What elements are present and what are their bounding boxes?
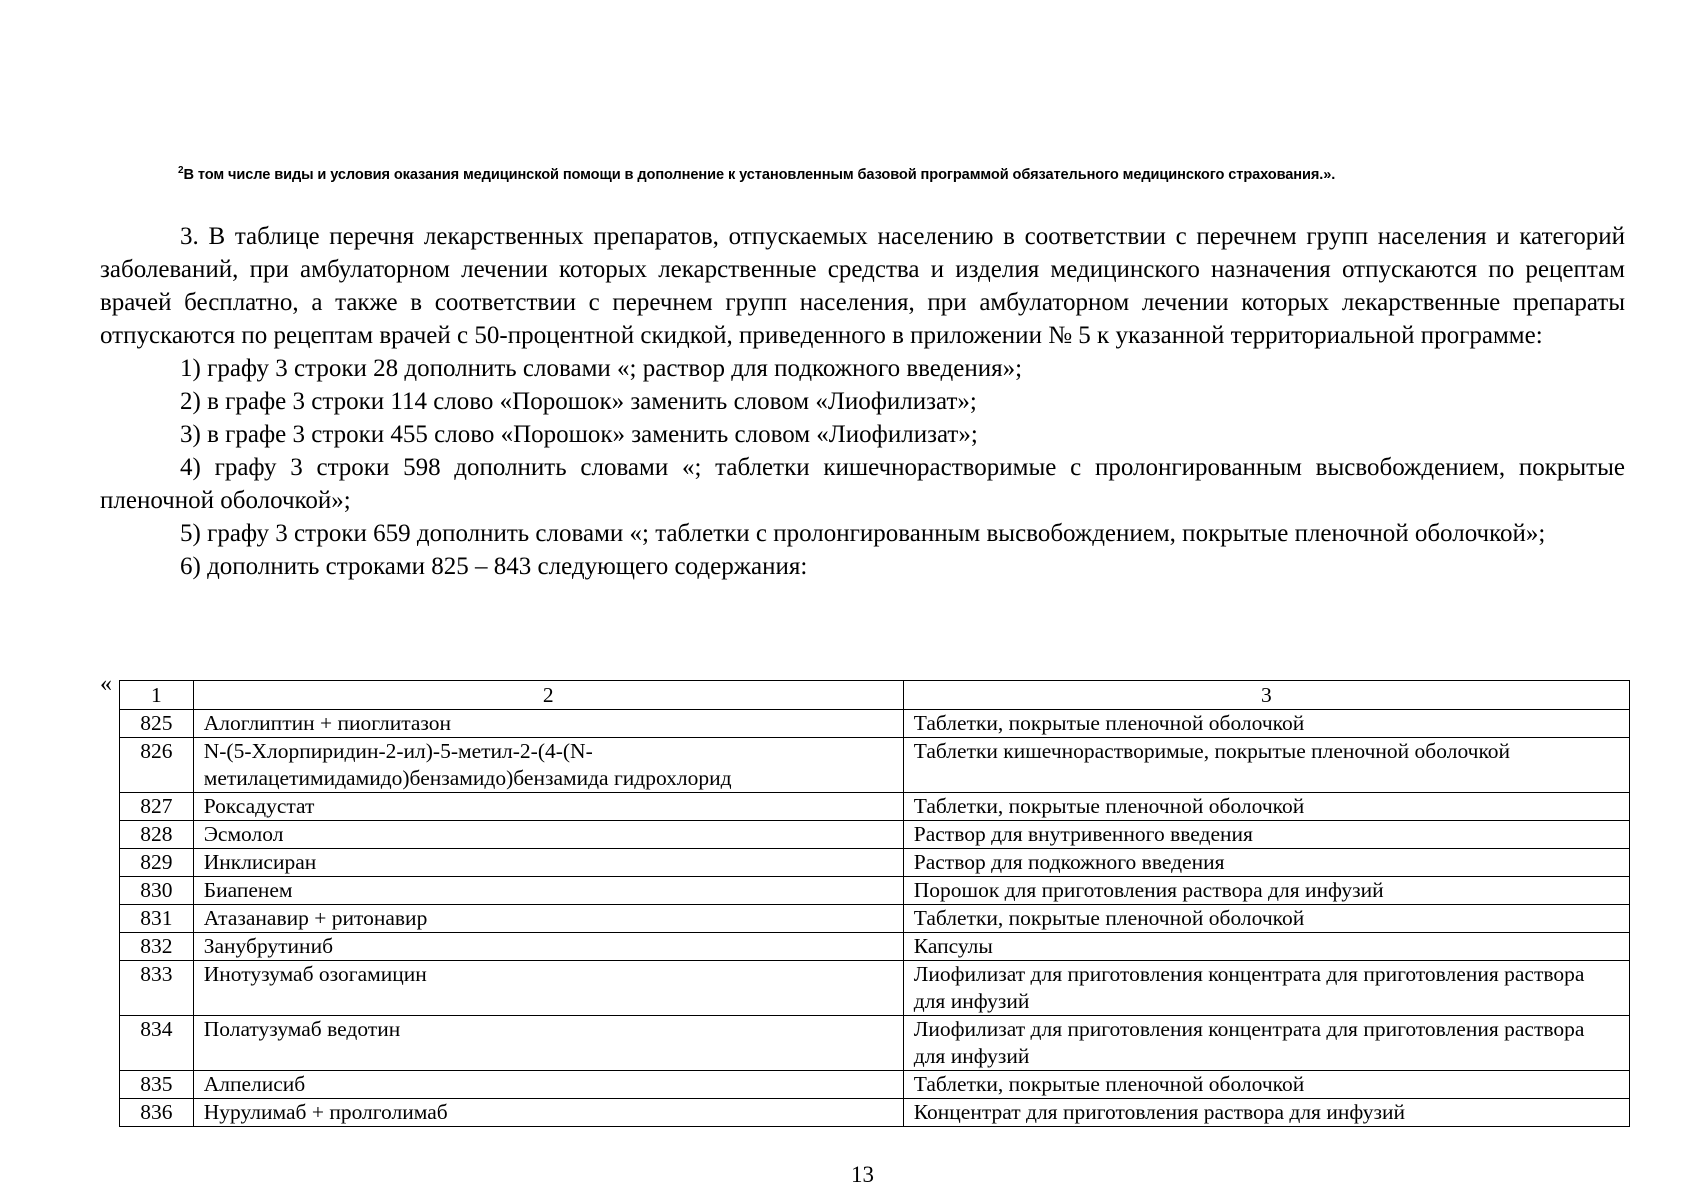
dosage-form-cell: Таблетки, покрытые пленочной оболочкой bbox=[903, 793, 1629, 821]
drug-name-cell: Атазанавир + ритонавир bbox=[193, 905, 903, 933]
drug-name-cell: Полатузумаб ведотин bbox=[193, 1016, 903, 1071]
table-row bbox=[120, 961, 1630, 1016]
dosage-form-cell: Капсулы bbox=[903, 933, 1629, 961]
table-row bbox=[120, 905, 1630, 933]
dosage-form-cell: Порошок для приготовления раствора для инфузий bbox=[903, 877, 1629, 905]
row-number-cell: 834 bbox=[120, 1016, 194, 1071]
footnote-text: В том числе виды и условия оказания медицинской помощи в дополнение к установленным базовой программой обязательного медицинского страхования.». bbox=[183, 167, 1336, 183]
drug-name-cell: Алпелисиб bbox=[193, 1071, 903, 1099]
paragraph-item-6: 6) дополнить строками 825 – 843 следующего содержания: bbox=[180, 553, 808, 580]
page-number: 13 bbox=[851, 1162, 874, 1187]
paragraph-item-5: 5) графу 3 строки 659 дополнить словами «; таблетки с пролонгированным высвобождением, покрытые пленочной оболочкой»; bbox=[180, 520, 1546, 547]
footnote-marker: 2 bbox=[178, 165, 184, 176]
table-row bbox=[120, 1099, 1630, 1127]
table-row bbox=[120, 738, 1630, 793]
row-number-cell: 833 bbox=[120, 961, 194, 1016]
row-number-cell: 827 bbox=[120, 793, 194, 821]
drug-name-cell: N-(5-Хлорпиридин-2-ил)-5-метил-2-(4-(N-метилацетимидамидо)бензамидо)бензамида гидрохлорид bbox=[193, 738, 903, 793]
paragraph-item-1: 1) графу 3 строки 28 дополнить словами «; раствор для подкожного введения»; bbox=[180, 355, 1023, 382]
table-body bbox=[120, 710, 1630, 1127]
table-row bbox=[120, 793, 1630, 821]
drug-name-cell: Инотузумаб озогамицин bbox=[193, 961, 903, 1016]
row-number-cell: 828 bbox=[120, 821, 194, 849]
drug-name-cell: Инклисиран bbox=[193, 849, 903, 877]
drug-name-cell: Эсмолол bbox=[193, 821, 903, 849]
row-number-cell: 832 bbox=[120, 933, 194, 961]
table-header-row bbox=[120, 681, 1630, 710]
paragraph-intro: 3. В таблице перечня лекарственных препаратов, отпускаемых населению в соответствии с перечнем групп населения и категорий заболеваний, при амбулаторном лечении которых лекарственные средства и изделия медицинского назначения отпускаются по рецептам врачей бесплатно, а также в соответствии с перечнем групп населения, при амбулаторном лечении которых лекарственные препараты отпускаются по рецептам врачей с 50-процентной скидкой, приведенного в приложении № 5 к указанной территориальной программе: bbox=[100, 223, 1625, 349]
paragraph-item-3: 3) в графе 3 строки 455 слово «Порошок» заменить словом «Лиофилизат»; bbox=[180, 421, 978, 448]
dosage-form-cell: Раствор для подкожного введения bbox=[903, 849, 1629, 877]
dosage-form-cell: Таблетки, покрытые пленочной оболочкой bbox=[903, 905, 1629, 933]
table-row bbox=[120, 710, 1630, 738]
table-header bbox=[120, 681, 1630, 710]
drug-name-cell: Нурулимаб + пролголимаб bbox=[193, 1099, 903, 1127]
drug-name-cell: Занубрутиниб bbox=[193, 933, 903, 961]
row-number-cell: 829 bbox=[120, 849, 194, 877]
row-number-cell: 826 bbox=[120, 738, 194, 793]
dosage-form-cell: Раствор для внутривенного введения bbox=[903, 821, 1629, 849]
paragraph-item-2: 2) в графе 3 строки 114 слово «Порошок» заменить словом «Лиофилизат»; bbox=[180, 388, 977, 415]
drug-name-cell: Роксадустат bbox=[193, 793, 903, 821]
dosage-form-cell: Таблетки, покрытые пленочной оболочкой bbox=[903, 710, 1629, 738]
drugs-table bbox=[119, 680, 1630, 1127]
drug-name-cell: Алоглиптин + пиоглитазон bbox=[193, 710, 903, 738]
dosage-form-cell: Лиофилизат для приготовления концентрата для приготовления раствора для инфузий bbox=[903, 1016, 1629, 1071]
opening-quote-mark: « bbox=[100, 671, 112, 697]
column-header-1: 1 bbox=[120, 681, 194, 710]
dosage-form-cell: Таблетки кишечнорастворимые, покрытые пленочной оболочкой bbox=[903, 738, 1629, 793]
row-number-cell: 825 bbox=[120, 710, 194, 738]
column-header-2: 2 bbox=[193, 681, 903, 710]
row-number-cell: 831 bbox=[120, 905, 194, 933]
body-text bbox=[100, 220, 1625, 583]
table-row bbox=[120, 1071, 1630, 1099]
paragraph-item-4: 4) графу 3 строки 598 дополнить словами «; таблетки кишечнорастворимые с пролонгированным высвобождением, покрытые пленочной оболочкой»; bbox=[100, 454, 1625, 514]
table-row bbox=[120, 933, 1630, 961]
table-row bbox=[120, 877, 1630, 905]
column-header-3: 3 bbox=[903, 681, 1629, 710]
dosage-form-cell: Концентрат для приготовления раствора для инфузий bbox=[903, 1099, 1629, 1127]
row-number-cell: 836 bbox=[120, 1099, 194, 1127]
table-row bbox=[120, 1016, 1630, 1071]
footnote bbox=[178, 165, 1335, 183]
row-number-cell: 830 bbox=[120, 877, 194, 905]
row-number-cell: 835 bbox=[120, 1071, 194, 1099]
dosage-form-cell: Лиофилизат для приготовления концентрата для приготовления раствора для инфузий bbox=[903, 961, 1629, 1016]
table-row bbox=[120, 849, 1630, 877]
dosage-form-cell: Таблетки, покрытые пленочной оболочкой bbox=[903, 1071, 1629, 1099]
table-row bbox=[120, 821, 1630, 849]
drug-name-cell: Биапенем bbox=[193, 877, 903, 905]
